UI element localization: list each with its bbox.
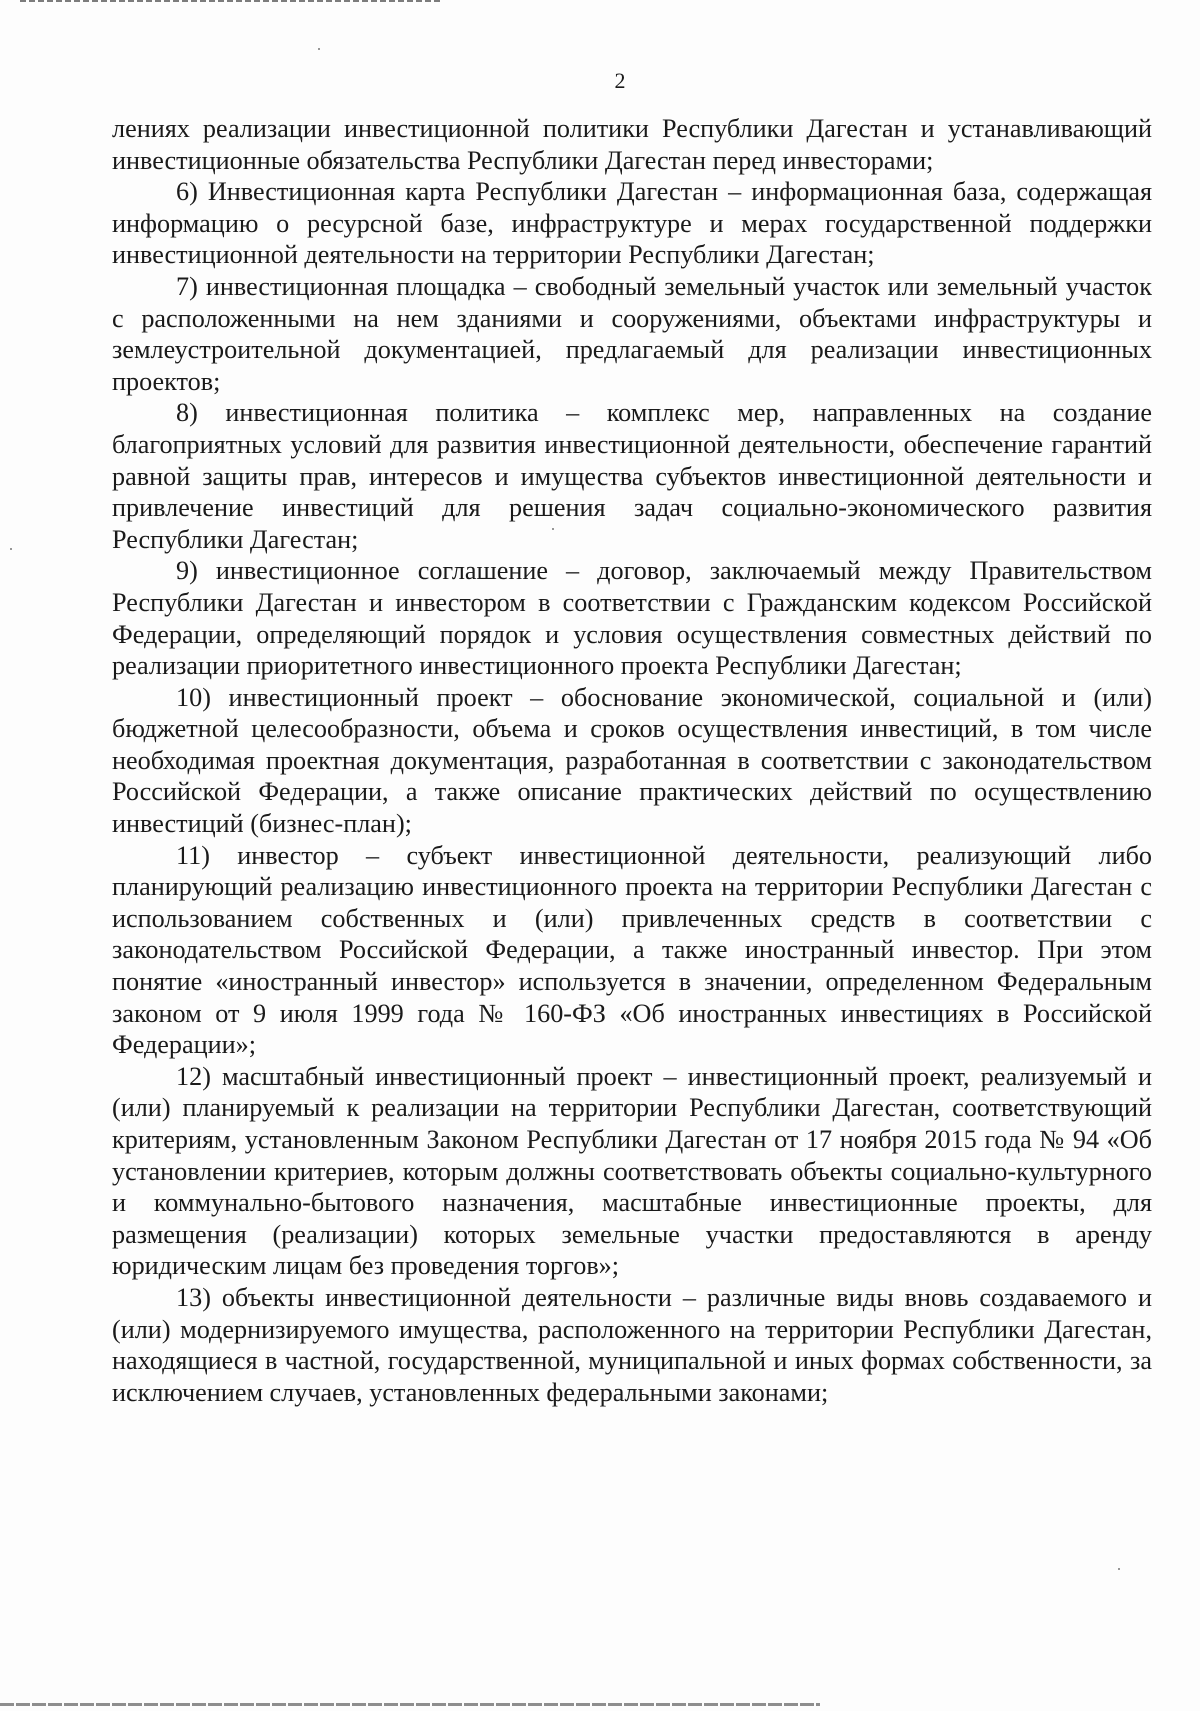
scan-edge-top bbox=[20, 0, 440, 2]
scan-edge-bottom bbox=[0, 1703, 820, 1706]
scan-speck bbox=[1118, 1568, 1120, 1570]
page-number: 2 bbox=[614, 68, 626, 93]
paragraph-item-7: 7) инвестиционная площадка – свободный земельный участок или земельный участок с расположенными на нем зданиями и сооружениями, объектами инфраструктуры и землеустроительной документацией, предлагаемый для реализации инвестиционных проектов; bbox=[112, 271, 1152, 396]
paragraph-item-8: 8) инвестиционная политика – комплекс мер, направленных на создание благоприятных условий для развития инвестиционной деятельности, обеспечение гарантий равной защиты прав, интересов и имущества субъектов инвестиционной деятельности и привлечение инвестиций для решения задач социально-экономического развития Республики Дагестан; bbox=[112, 398, 1152, 554]
paragraph-item-6: 6) Инвестиционная карта Республики Дагестан – информационная база, содержащая информацию о ресурсной базе, инфраструктуре и мерах государственной поддержки инвестиционной деятельности на территории Республики Дагестан; bbox=[112, 177, 1152, 270]
paragraph-item-9: 9) инвестиционное соглашение – договор, заключаемый между Правительством Республики Дагестан и инвестором в соответствии с Гражданским кодексом Российской Федерации, определяющий порядок и условия осуществления совместных действий по реализации приоритетного инвестиционного проекта Республики Дагестан; bbox=[112, 556, 1152, 681]
scan-speck bbox=[10, 548, 12, 550]
paragraph-item-13: 13) объекты инвестиционной деятельности – различные виды вновь создаваемого и (или) модернизируемого имущества, расположенного на территории Республики Дагестан, находящиеся в частной, государственной, муниципальной и иных формах собственности, за исключением случаев, установленных федеральными законами; bbox=[112, 1282, 1152, 1407]
document-body bbox=[112, 113, 1152, 1408]
paragraph-item-10: 10) инвестиционный проект – обоснование экономической, социальной и (или) бюджетной целесообразности, объема и сроков осуществления инвестиций, в том числе необходимая проектная документация, разработанная в соответствии с законодательством Российской Федерации, а также описание практических действий по осуществлению инвестиций (бизнес-план); bbox=[112, 682, 1152, 839]
paragraph-continuation: лениях реализации инвестиционной политики Республики Дагестан и устанавливающий инвестиционные обязательства Республики Дагестан перед инвесторами; bbox=[112, 114, 1152, 175]
paragraph-item-12: 12) масштабный инвестиционный проект – инвестиционный проект, реализуемый и (или) планируемый к реализации на территории Республики Дагестан, соответствующий критериям, установленным Законом Республики Дагестан от 17 ноября 2015 года № 94 «Об установлении критериев, которым должны соответствовать объекты социально-культурного и коммунально-бытового назначения, масштабные инвестиционные проекты, для размещения (реализации) которых земельные участки предоставляются в аренду юридическим лицам без проведения торгов»; bbox=[112, 1061, 1152, 1281]
scan-speck bbox=[318, 48, 320, 50]
paragraph-item-11: 11) инвестор – субъект инвестиционной деятельности, реализующий либо планирующий реализацию инвестиционного проекта на территории Республики Дагестан с использованием собственных и (или) привлеченных средств в соответствии с законодательством Российской Федерации, а также иностранный инвестор. При этом понятие «иностранный инвестор» используется в значении, определенном Федеральным законом от 9 июля 1999 года № 160-ФЗ «Об иностранных инвестициях в Российской Федерации»; bbox=[112, 840, 1152, 1060]
